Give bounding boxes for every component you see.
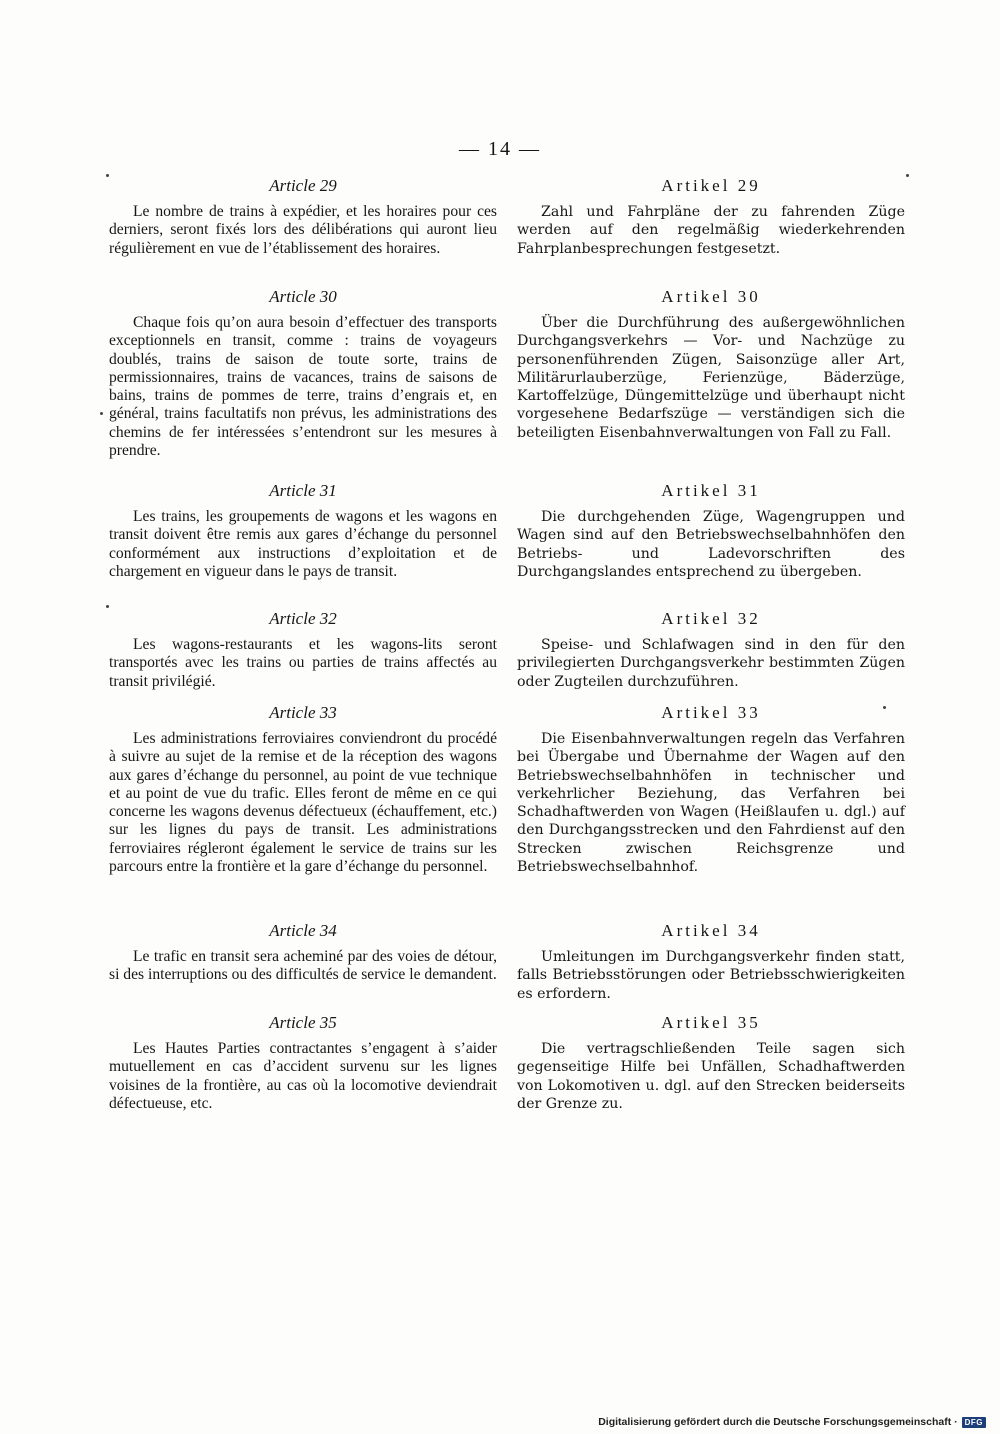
digitization-credit [598,1416,986,1428]
article-35-de [517,1013,905,1113]
article-heading: Artikel 29 [661,176,761,195]
article-30-de [517,287,905,442]
article-heading: Article 29 [269,176,337,195]
article-text: Chaque fois qu’on aura besoin d’effectuer des transports exceptionnels en transit, comme : trains de voyageurs doublés, trains de saison de toute sorte, trains de permissionnaires, trains de vacances, trains de saisons de bains, trains de pommes de terre, trains d’engrais et, en général, trains facultatifs non prévus, les administrations des chemins de fer intéressées s’entendront sur les mesures à prendre. [109,314,497,460]
article-heading: Artikel 34 [661,921,761,940]
page-number: — 14 — [459,138,541,160]
scan-speck [906,174,909,177]
article-text: Die durchgehenden Züge, Wagengruppen und Wagen sind auf den Betriebswechselbahnhöfen den Betriebs- und Ladevorschriften des Durchgangslandes entsprechend zu übergeben. [517,509,905,580]
article-text: Zahl und Fahrpläne der zu fahrenden Züge werden auf den regelmäßig wiederkehrenden Fahrplanbesprechungen festgesetzt. [517,204,905,257]
article-31-de [517,481,905,581]
article-30-fr [109,287,497,460]
article-text: Les wagons-restaurants et les wagons-lits seront transportés avec les trains ou parties de trains affectés au transit privilégié. [109,636,497,690]
article-heading: Article 32 [269,609,337,628]
article-text: Die Eisenbahnverwaltungen regeln das Verfahren bei Übergabe und Übernahme der Wagen auf den Betriebswechselbahnhöfen in technischer und verkehrlicher Beziehung, das Verfahren bei Schadhaftwerden von Wagen (Heißlaufen u. dgl.) auf den Durchgangsstrecken und den Fahrdienst auf den Strecken zwischen Reichsgrenze und Betriebswechselbahnhof. [517,731,905,876]
article-heading: Article 31 [269,481,337,500]
dfg-logo: DFG [962,1417,986,1428]
article-32-fr [109,609,497,691]
scan-speck [100,412,103,415]
article-35-fr [109,1013,497,1113]
article-text: Le trafic en transit sera acheminé par des voies de détour, si des interruptions ou des difficultés de service le demandent. [109,948,497,984]
article-29-de [517,176,905,258]
article-31-fr [109,481,497,581]
article-32-de [517,609,905,691]
scan-speck [106,605,109,608]
article-heading: Artikel 35 [661,1013,761,1032]
article-heading: Artikel 30 [661,287,761,306]
article-text: Les administrations ferroviaires conviendront du procédé à suivre au sujet de la remise et de la réception des wagons aux gares d’échange du personnel, au point de vue technique et au point de vue du trafic. Elles feront de même en ce qui concerne les wagons devenus défectueux (échauffement, etc.) sur les lignes du pays de transit. Les administrations ferroviaires régleront également le service de trains sur les parcours entre la frontière et la gare d’échange du personnel. [109,730,497,876]
article-text: Speise- und Schlafwagen sind in den für den privilegierten Durchgangsverkehr bestimmten Zügen oder Zugteilen durchzuführen. [517,637,905,690]
article-heading: Artikel 33 [661,703,761,722]
credit-text: Digitalisierung gefördert durch die Deutsche Forschungsgemeinschaft · [598,1416,958,1428]
article-heading: Artikel 32 [661,609,761,628]
article-29-fr [109,176,497,258]
scan-speck [883,706,886,709]
article-heading: Article 35 [269,1013,337,1032]
article-text: Umleitungen im Durchgangsverkehr finden statt, falls Betriebsstörungen oder Betriebsschwierigkeiten es erfordern. [517,949,905,1002]
article-heading: Article 30 [269,287,337,306]
article-text: Über die Durchführung des außergewöhnlichen Durchgangsverkehrs — Vor- und Nachzüge zu personenführenden Zügen, Saisonzüge aller Art, Militärurlauberzüge, Ferienzüge, Bäderzüge, Kartoffelzüge, Düngemittelzüge und überhaupt nicht vorgesehene Bedarfszüge — verständigen sich die beteiligten Eisenbahnverwaltungen von Fall zu Fall. [517,315,905,441]
article-34-fr [109,921,497,985]
article-text: Die vertragschließenden Teile sagen sich gegenseitige Hilfe bei Unfällen, Schadhaftwerden von Lokomotiven u. dgl. auf den Strecken beiderseits der Grenze zu. [517,1041,905,1112]
article-text: Les Hautes Parties contractantes s’engagent à s’aider mutuellement en cas d’accident survenu sur les lignes voisines de la frontière, au cas où la locomotive deviendrait défectueuse, etc. [109,1040,497,1112]
article-heading: Article 34 [269,921,337,940]
article-34-de [517,921,905,1003]
article-33-de [517,703,905,876]
article-heading: Artikel 31 [661,481,761,500]
article-text: Les trains, les groupements de wagons et les wagons en transit doivent être remis aux gares d’échange du personnel conformément aux instructions d’exploitation et de chargement en vigueur dans le pays de transit. [109,508,497,580]
scan-speck [106,174,109,177]
article-text: Le nombre de trains à expédier, et les horaires pour ces derniers, seront fixés lors des délibérations qui auront lieu régulièrement en vue de l’établissement des horaires. [109,203,497,257]
article-heading: Article 33 [269,703,337,722]
article-33-fr [109,703,497,876]
